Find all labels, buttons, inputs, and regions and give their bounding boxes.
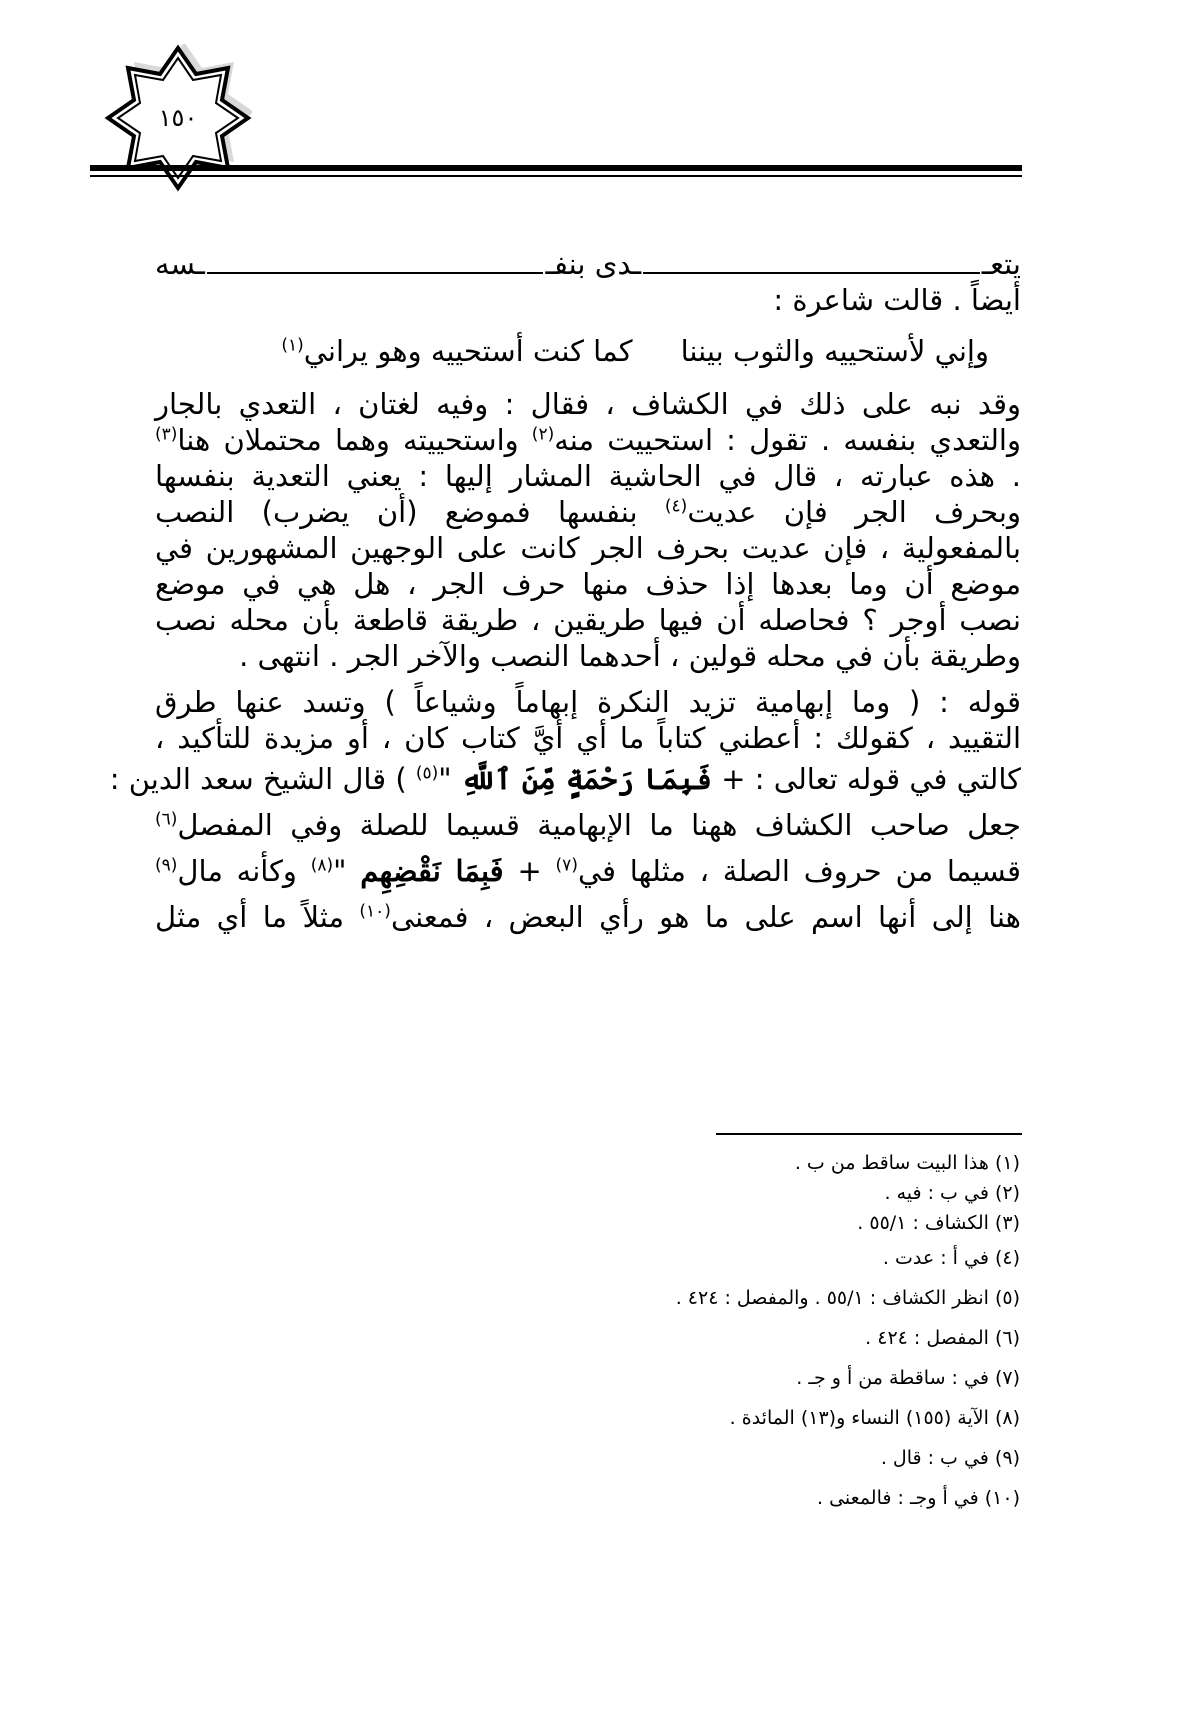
footnote: (٨) الآية (١٥٥) النساء و(١٣) المائدة . bbox=[729, 1407, 1020, 1429]
footnote: (٩) في ب : قال . bbox=[880, 1447, 1020, 1469]
stretched-part-1: يتعـ bbox=[981, 247, 1021, 281]
footnote-mark: (٩) bbox=[155, 855, 178, 876]
footnote-mark: (٣) bbox=[155, 424, 178, 445]
text-line: . هذه عبارته ، قال في الحاشية المشار إليها : يعني التعدية بنفسها bbox=[155, 459, 1021, 493]
footnote: (٣) الكشاف : ٥٥/١ . bbox=[857, 1212, 1020, 1234]
quran-quote: فَبِمَا نَقْضِهِم bbox=[360, 854, 504, 888]
text-line: بالمفعولية ، فإن عديت بحرف الجر كانت على الوجهين المشهورين في bbox=[155, 531, 1021, 565]
header-rule-thick bbox=[90, 165, 1022, 171]
footnote-mark: (٦) bbox=[155, 809, 178, 830]
text-line: وطريقة بأن في محله قولين ، أحدهما النصب والآخر الجر . انتهى . bbox=[239, 639, 1021, 673]
footnote: (١) هذا البيت ساقط من ب . bbox=[794, 1152, 1020, 1174]
verse-hemistich-2: كما كنت أستحييه وهو يراني$^{(١)}$ bbox=[281, 334, 633, 368]
footnote: (٧) في : ساقطة من أ و جـ . bbox=[796, 1367, 1020, 1389]
text-line: جعل صاحب الكشاف ههنا ما الإبهامية قسيما للصلة وفي المفصل$^{(٦)}$ bbox=[155, 808, 1021, 842]
text-line: والتعدي بنفسه . تقول : استحييت منه$^{(٢)}$ واستحييته وهما محتملان هنا$^{(٣)}$ bbox=[155, 423, 1021, 457]
footnote-separator bbox=[716, 1133, 1022, 1135]
footnote: (٢) في ب : فيه . bbox=[884, 1182, 1020, 1204]
footnote-mark: (١٠) bbox=[359, 901, 391, 922]
page-number: ١٥٠ bbox=[158, 104, 198, 132]
poetry-verse bbox=[155, 326, 1021, 376]
kashida-bar bbox=[643, 271, 980, 274]
text-line: وقد نبه على ذلك في الكشاف ، فقال : وفيه لغتان ، التعدي بالجار bbox=[155, 387, 1021, 421]
footnote-mark: (١) bbox=[281, 335, 304, 356]
text-line: موضع أن وما بعدها إذا حذف منها حرف الجر ، هل هي في موضع bbox=[155, 567, 1021, 601]
stretched-word-line bbox=[155, 246, 1021, 282]
text-line: هنا إلى أنها اسم على ما هو رأي البعض ، فمعنى$^{(١٠)}$ مثلاً ما أي مثل bbox=[155, 900, 1021, 934]
footnote-mark: (٢) bbox=[531, 424, 555, 445]
footnote-mark: (٥) bbox=[415, 763, 439, 784]
kashida-bar bbox=[207, 271, 544, 274]
header-rule-thin bbox=[90, 175, 1022, 177]
footnote-mark: (٤) bbox=[664, 496, 688, 517]
text-line: نصب أوجر ؟ فحاصله أن فيها طريقين ، طريقة قاطعة بأن محله نصب bbox=[155, 603, 1021, 637]
footnote-mark: (٧) bbox=[555, 855, 578, 876]
footnote: (٦) المفصل : ٤٢٤ . bbox=[865, 1327, 1020, 1349]
footnote: (٥) انظر الكشاف : ٥٥/١ . والمفصل : ٤٢٤ . bbox=[675, 1287, 1020, 1309]
footnote: (٤) في أ : عدت . bbox=[882, 1247, 1020, 1269]
intro-line: أيضاً . قالت شاعرة : bbox=[773, 283, 1021, 317]
text-line: قوله : ( وما إبهامية تزيد النكرة إبهاماً وشياعاً ) وتسد عنها طرق bbox=[155, 685, 1021, 719]
text-line: التقييد ، كقولك : أعطني كتاباً ما أي أيَّ كتاب كان ، أو مزيدة للتأكيد ، bbox=[155, 721, 1021, 755]
stretched-part-2: ـدى بنفـ bbox=[545, 247, 642, 281]
text-line: وبحرف الجر فإن عديت$^{(٤)}$ بنفسها فموضع (أن يضرب) النصب bbox=[155, 495, 1021, 529]
footnotes bbox=[450, 1148, 1020, 1518]
quran-quote: فَبِمَا رَحْمَةٍ مِّنَ ٱللَّهِ bbox=[460, 762, 713, 796]
footnote-mark: (٨) bbox=[310, 855, 334, 876]
verse-hemistich-1: وإني لأستحييه والثوب بيننا bbox=[680, 334, 989, 368]
footnote: (١٠) في أ وجـ : فالمعنى . bbox=[817, 1487, 1020, 1509]
text-line: كالتي في قوله تعالى : + فَبِمَا رَحْمَةٍ مِّنَ ٱللَّهِ "$^{(٥)}$ ) قال الشيخ سعد الدين : bbox=[109, 762, 1021, 796]
text-line: قسيما من حروف الصلة ، مثلها في$^{(٧)}$ + فَبِمَا نَقْضِهِم "$^{(٨)}$ وكأنه مال$^{(٩)}$ bbox=[155, 854, 1021, 888]
stretched-part-3: ـسه bbox=[154, 247, 205, 281]
main-text bbox=[109, 246, 1021, 940]
